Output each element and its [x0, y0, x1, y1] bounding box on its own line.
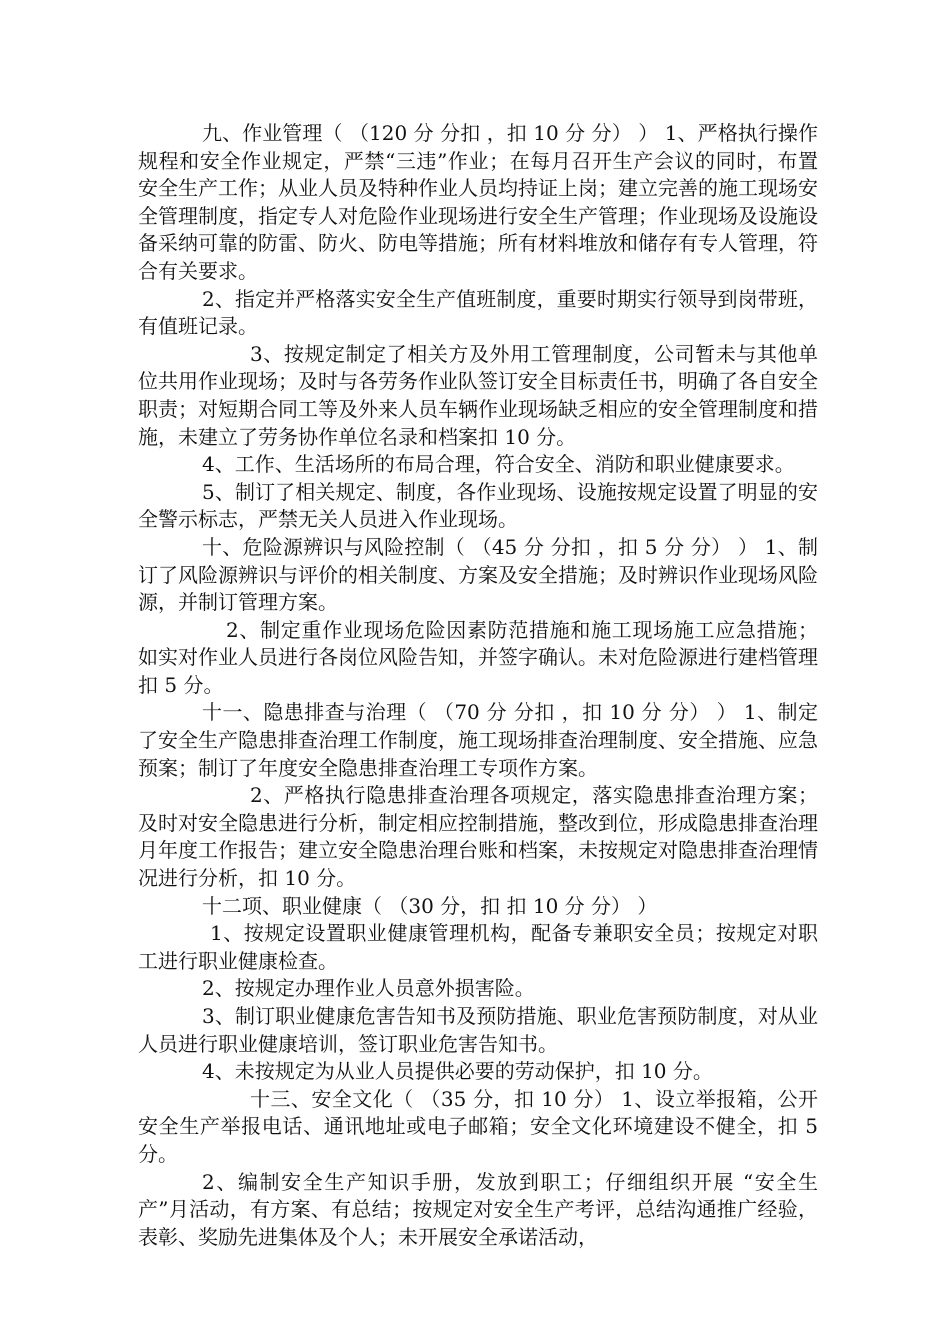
paragraph-10-item-2: 2、制定重作业现场危险因素防范措施和施工现场施工应急措施； 如实对作业人员进行各岗位风险告知，并签字确认。未对危险源进行建档管理扣 5 分。	[138, 617, 818, 697]
paragraph-section-10: 十、危险源辨识与风险控制（ （45 分 分扣 ，扣 5 分 分） ） 1、制订了风险源辨识与评价的相关制度、方案及安全措施；及时辨识作业现场风险源，并制订管理方案。	[138, 534, 818, 615]
paragraph-9-item-2: 2、指定并严格落实安全生产值班制度，重要时期实行领导到岗带班，有值班记录。	[138, 286, 818, 339]
paragraph-section-12: 十二项、职业健康（ （30 分，扣 扣 10 分 分） ）	[202, 893, 658, 918]
paragraph-9-item-4: 4、工作、生活场所的布局合理，符合安全、消防和职业健康要求。	[202, 452, 795, 477]
document-body	[138, 120, 818, 1251]
paragraph-section-9: 九、作业管理（ （120 分 分扣 ，扣 10 分 分） ） 1、严格执行操作规程和安全作业规定，严禁“三违”作业；在每月召开生产会议的同时，布置安全生产工作；从业人员及特种作业人员均持证上岗；建立完善的施工现场安全管理制度，指定专人对危险作业现场进行安全生产管理；作业现场及设施设备采纳可靠的防雷、防火、防电等措施；所有材料堆放和储存有专人管理，符合有关要求。	[138, 121, 818, 283]
paragraph-12-item-2: 2、按规定办理作业人员意外损害险。	[202, 976, 535, 1001]
paragraph-section-11: 十一、隐患排查与治理（ （70 分 分扣 ，扣 10 分 分） ） 1、制定了安全生产隐患排查治理工作制度，施工现场排查治理制度、安全措施、应急预案；制订了年度安全隐患排查治理工专项作方案。	[138, 700, 818, 780]
paragraph-13-item-2: 2、编制安全生产知识手册，发放到职工；仔细组织开展 “安全生产”月活动，有方案、有总结；按规定对安全生产考评，总结沟通推广经验，表彰、奖励先进集体及个人；未开展安全承诺活动，	[138, 1169, 818, 1249]
paragraph-9-item-3: 3、按规定制定了相关方及外用工管理制度，公司暂未与其他单位共用作业现场；及时与各劳务作业队签订安全目标责任书，明确了各自安全职责；对短期合同工等及外来人员车辆作业现场缺乏相应的安全管理制度和措施，未建立了劳务协作单位名录和档案扣 10 分。	[138, 341, 818, 449]
paragraph-section-13: 十三、安全文化（ （35 分，扣 10 分） 1、设立举报箱，公开安全生产举报电话、通讯地址或电子邮箱；安全文化环境建设不健全，扣 5 分。	[138, 1086, 818, 1166]
paragraph-12-item-4: 4、未按规定为从业人员提供必要的劳动保护，扣 10 分。	[202, 1059, 713, 1084]
paragraph-9-item-5: 5、制订了相关规定、制度，各作业现场、设施按规定设置了明显的安全警示标志，严禁无关人员进入作业现场。	[138, 479, 818, 532]
paragraph-11-item-2: 2、严格执行隐患排查治理各项规定，落实隐患排查治理方案；及时对安全隐患进行分析，制定相应控制措施，整改到位，形成隐患排查治理月年度工作报告；建立安全隐患治理台账和档案，未按规定对隐患排查治理情况进行分析，扣 10 分。	[138, 783, 818, 891]
paragraph-12-item-3: 3、制订职业健康危害告知书及预防措施、职业危害预防制度，对从业人员进行职业健康培训，签订职业危害告知书。	[138, 1004, 818, 1056]
paragraph-12-item-1: 1、按规定设置职业健康管理机构，配备专兼职安全员；按规定对职工进行职业健康检查。	[138, 921, 818, 973]
